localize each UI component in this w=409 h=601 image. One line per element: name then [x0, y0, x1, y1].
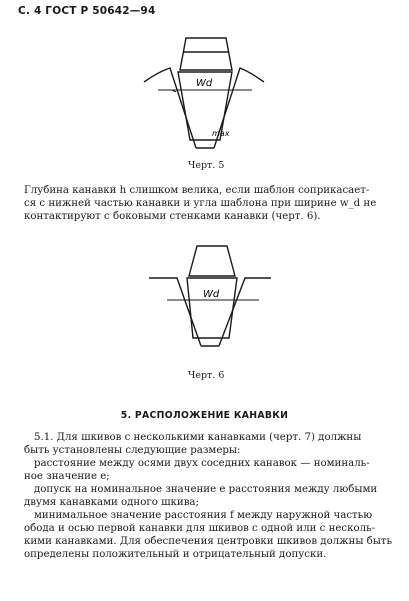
paragraph-line: ся с нижней частью канавки и угла шаблона при ширине w_d не	[24, 198, 377, 209]
section-5-body	[24, 431, 396, 561]
paragraph-line: Глубина канавки h слишком велика, если шаблон соприкасает-	[24, 185, 370, 196]
paragraph-line: 5.1. Для шкивов с несколькими канавками (черт. 7) должны	[34, 432, 362, 443]
groove-right-wall	[219, 278, 271, 346]
paragraph-line: определены положительный и отрицательный допуски.	[24, 549, 327, 560]
section-5-title: 5. РАСПОЛОЖЕНИЕ КАНАВКИ	[120, 410, 289, 421]
figure-5-drawing	[140, 30, 270, 160]
paragraph-line: контактируют с боковыми стенками канавки (черт. 6).	[24, 211, 321, 222]
groove-left-wall	[144, 68, 196, 148]
paragraph-line: минимальное значение расстояния f между наружной частью	[34, 510, 373, 521]
paragraph-groove-depth	[24, 184, 396, 223]
figure-6-wd-label: Wd	[203, 289, 220, 300]
page-header: С. 4 ГОСТ Р 50642—94	[18, 5, 156, 17]
paragraph-line: обода и осью первой канавки для шкивов с одной или с несколь-	[24, 523, 376, 534]
paragraph-line: кими канавками. Для обеспечения центровки шкивов должны быть	[24, 536, 393, 547]
figure-6-caption: Черт. 6	[188, 370, 225, 381]
paragraph-line: расстояние между осями двух соседних канавок — номиналь-	[34, 458, 370, 469]
paragraph-line: допуск на номинальное значение е расстояния между любыми	[34, 484, 378, 495]
paragraph-line: быть установлены следующие размеры:	[24, 445, 241, 456]
paragraph-line: двумя канавками одного шкива;	[24, 497, 199, 508]
figure-5-wd-label: Wd	[196, 78, 213, 89]
figure-5-max-label: max	[212, 129, 230, 138]
gauge-template	[180, 38, 232, 70]
figure-6-drawing	[145, 238, 275, 363]
paragraph-line: ное значение е;	[24, 471, 110, 482]
gauge-template	[189, 246, 235, 276]
figure-5-caption: Черт. 5	[188, 160, 225, 171]
